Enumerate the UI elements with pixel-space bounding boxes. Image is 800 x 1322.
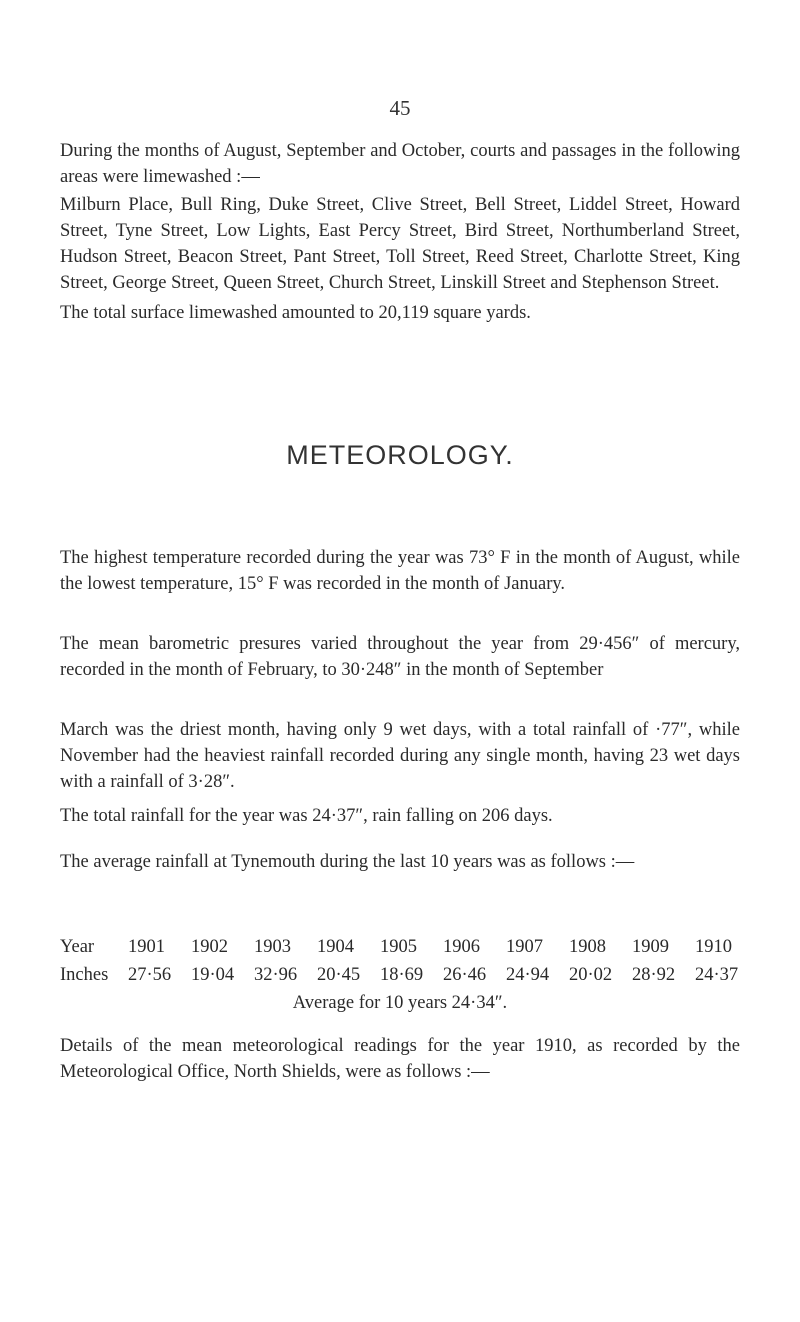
inches-row	[60, 961, 758, 989]
year-cell: 1903	[254, 936, 291, 957]
driest-month-paragraph: March was the driest month, having only 9 wet days, with a total rainfall of ·77″, while November had the heaviest rainfall recorded during any single month, having 23 wet days with a rainfall of 3·28″.	[60, 720, 740, 792]
year-cell: 1901	[128, 936, 165, 957]
rainfall-table	[60, 933, 758, 989]
year-cell: 1904	[317, 936, 354, 957]
inches-cell: 20·45	[317, 964, 361, 985]
inches-cell: 27·56	[128, 964, 172, 985]
pressure-paragraph: The mean barometric presures varied throughout the year from 29·456″ of mercury, recorded in the month of February, to 30·248″ in the month of September	[60, 634, 740, 680]
year-cell: 1908	[569, 936, 606, 957]
year-cell: 1906	[443, 936, 480, 957]
inches-row-label: Inches	[60, 964, 109, 985]
limewash-streets: Milburn Place, Bull Ring, Duke Street, Clive Street, Bell Street, Liddel Street, Howard Street, Tyne Street, Low Lights, East Percy Street, Bird Street, Northumberland Street, Hudson Street, Beacon Street, Pant Street, Toll Street, Reed Street, Charlotte Street, King Street, George Street, Queen Street, Church Street, Linskill Street and Stephenson Street.	[60, 195, 740, 293]
year-row-label: Year	[60, 936, 95, 957]
inches-cell: 28·92	[632, 964, 676, 985]
inches-cell: 26·46	[443, 964, 487, 985]
year-cell: 1909	[632, 936, 669, 957]
limewash-total: The total surface limewashed amounted to 20,119 square yards.	[60, 303, 531, 323]
year-cell: 1902	[191, 936, 228, 957]
inches-cell: 20·02	[569, 964, 613, 985]
closing-paragraph: Details of the mean meteorological readings for the year 1910, as recorded by the Meteorological Office, North Shields, were as follows :—	[60, 1036, 740, 1082]
inches-cell: 24·94	[506, 964, 550, 985]
inches-cell: 19·04	[191, 964, 235, 985]
year-row	[60, 933, 758, 961]
year-cell: 1905	[380, 936, 417, 957]
page-number: 45	[389, 96, 411, 120]
section-heading: METEOROLOGY.	[286, 440, 514, 470]
inches-cell: 32·96	[254, 964, 298, 985]
rainfall-average: Average for 10 years 24·34″.	[292, 993, 508, 1013]
inches-cell: 18·69	[380, 964, 424, 985]
year-cell: 1907	[506, 936, 543, 957]
total-rainfall-paragraph: The total rainfall for the year was 24·37″, rain falling on 206 days.	[60, 806, 553, 826]
inches-cell: 24·37	[695, 964, 739, 985]
year-cell: 1910	[695, 936, 732, 957]
temperature-paragraph: The highest temperature recorded during the year was 73° F in the month of August, while the lowest temperature, 15° F was recorded in the month of January.	[60, 548, 740, 594]
limewash-intro: During the months of August, September and October, courts and passages in the following areas were limewashed :—	[60, 141, 740, 187]
average-intro-paragraph: The average rainfall at Tynemouth during the last 10 years was as follows :—	[60, 852, 635, 872]
